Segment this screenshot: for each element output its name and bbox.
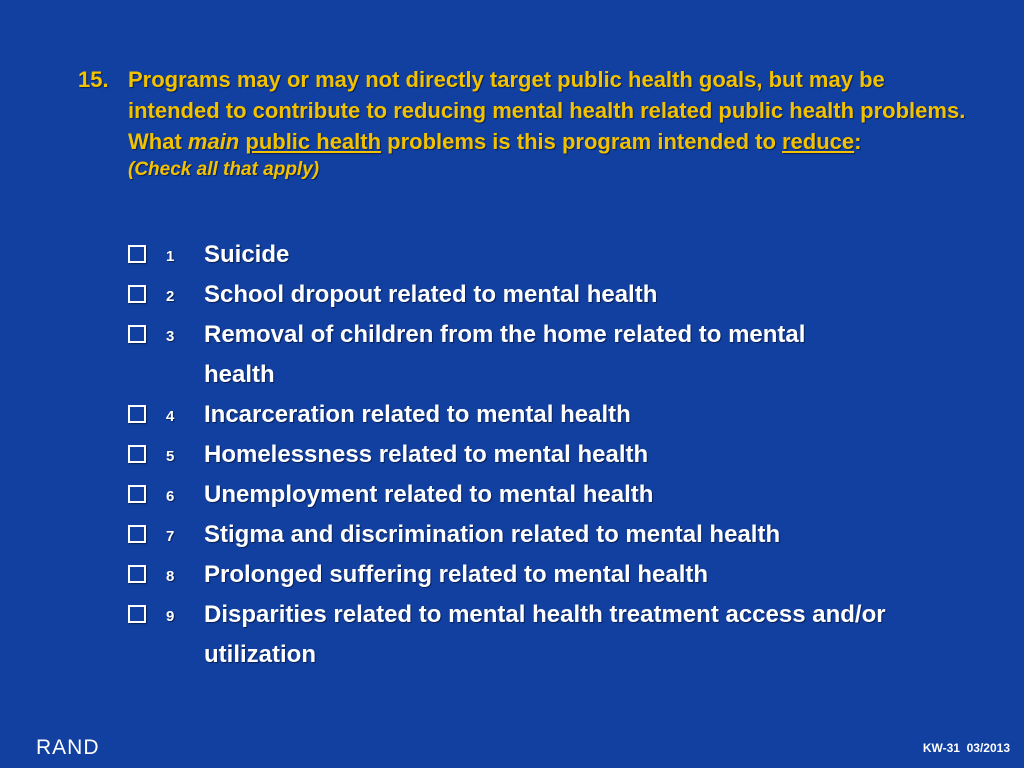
- option-label: Homelessness related to mental health: [204, 441, 649, 468]
- question-underline-reduce: reduce: [782, 129, 855, 154]
- option-code: 9: [166, 608, 175, 625]
- question-block: [78, 64, 978, 182]
- checkbox[interactable]: [128, 245, 146, 263]
- checkbox[interactable]: [128, 485, 146, 503]
- checkbox[interactable]: [128, 525, 146, 543]
- question-underline-public-health: public health: [245, 129, 382, 154]
- option-code: 6: [166, 488, 175, 505]
- question-text-end: :: [854, 129, 862, 154]
- checkbox[interactable]: [128, 325, 146, 343]
- option-label: Unemployment related to mental health: [204, 481, 654, 508]
- option-label: Incarceration related to mental health: [204, 401, 631, 428]
- checkbox[interactable]: [128, 405, 146, 423]
- slide-id: KW-31 03/2013: [922, 741, 1010, 755]
- option-code: 3: [166, 328, 175, 345]
- option-item[interactable]: [128, 275, 988, 315]
- option-code: 8: [166, 568, 175, 585]
- question-emphasis: main: [187, 129, 240, 154]
- option-item[interactable]: [128, 315, 988, 395]
- option-label: Suicide: [204, 241, 290, 268]
- question-text: [128, 64, 968, 182]
- checkbox[interactable]: [128, 565, 146, 583]
- option-code: 2: [166, 288, 175, 305]
- option-code: 4: [166, 408, 175, 425]
- option-code: 7: [166, 528, 175, 545]
- option-label: Prolonged suffering related to mental health: [204, 561, 709, 588]
- option-label: Stigma and discrimination related to mental health: [204, 521, 781, 548]
- option-item[interactable]: [128, 555, 988, 595]
- option-item[interactable]: [128, 475, 988, 515]
- option-item[interactable]: [128, 595, 988, 675]
- checkbox[interactable]: [128, 285, 146, 303]
- options-list: [128, 235, 988, 675]
- rand-logo: RAND: [36, 736, 100, 759]
- option-code: 1: [166, 248, 175, 265]
- question-number: 15.: [78, 67, 109, 92]
- option-label: Removal of children from the home related to mental health: [204, 321, 806, 388]
- question-instruction: (Check all that apply): [128, 159, 320, 180]
- option-label: School dropout related to mental health: [204, 281, 658, 308]
- option-item[interactable]: [128, 515, 988, 555]
- option-code: 5: [166, 448, 175, 465]
- checkbox[interactable]: [128, 605, 146, 623]
- option-label: Disparities related to mental health treatment access and/or utilization: [204, 601, 886, 668]
- checkbox[interactable]: [128, 445, 146, 463]
- option-item[interactable]: [128, 395, 988, 435]
- option-item[interactable]: [128, 435, 988, 475]
- option-item[interactable]: [128, 235, 988, 275]
- question-text-part2: problems is this program intended to: [381, 129, 782, 154]
- question-text-part1: Programs may or may not directly target public health goals, but may be intended to contribute to reducing mental health related public health problems. What: [128, 67, 966, 154]
